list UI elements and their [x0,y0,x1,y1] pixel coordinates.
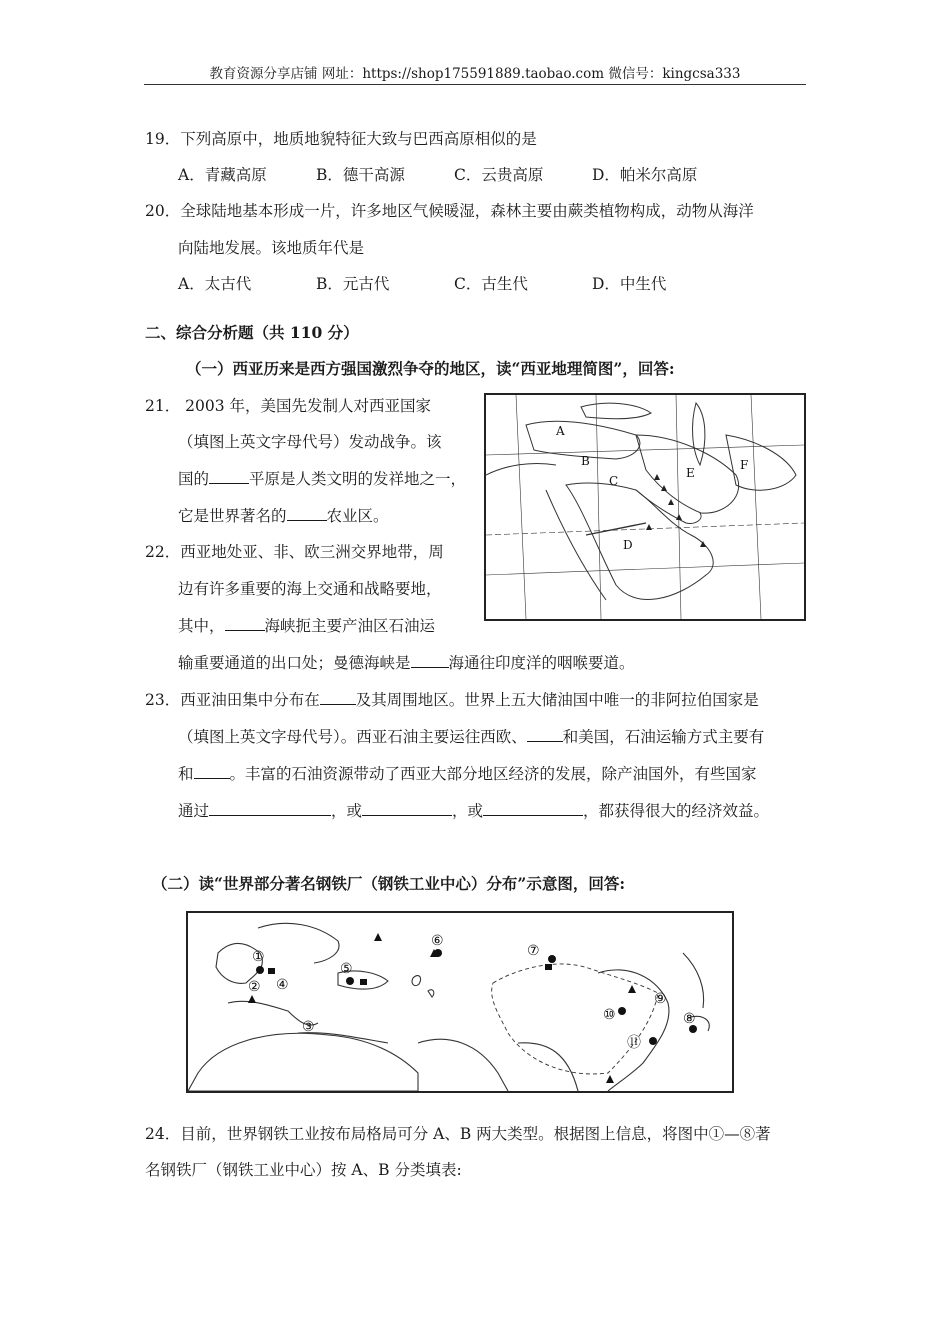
map2-marker-2: ② [248,979,261,995]
q24-line2: 名钢铁厂（钢铁工业中心）按 A、B 分类填表: [145,1161,462,1179]
q21-line4-b: 农业区。 [326,507,389,525]
section2-title: 二、综合分析题（共 110 分） [145,323,359,342]
q21-line1: 21． 2003 年，美国先发制人对西亚国家 [145,397,432,415]
west-asia-map-svg [486,395,804,619]
header-rule [144,84,806,85]
q20-option-d: D．中生代 [592,275,667,293]
q19-option-a: A．青藏高原 [178,166,267,184]
q22-line1: 22．西亚地处亚、非、欧三洲交界地带，周 [145,543,444,561]
part2-title: （二）读“世界部分著名钢铁厂（钢铁工业中心）分布”示意图，回答: [152,874,626,893]
map2-marker-5: ⑤ [340,961,353,977]
q23-line4-a: 通过 [178,802,210,820]
q20-options [178,272,730,294]
q23-line2-b: 和美国，石油运输方式主要有 [562,728,765,746]
map2-marker-11: ⑪ [627,1035,641,1051]
q20-option-b: B．元古代 [316,275,390,293]
q23-blank-transport[interactable] [194,764,230,779]
map1-label-b: B [581,454,590,468]
map2-marker-8: ⑧ [683,1011,696,1027]
map1-label-d: D [623,538,633,552]
q22-blank-sea[interactable] [411,653,449,668]
q23-line4-d: ，都获得很大的经济效益。 [583,802,770,820]
q23-line1-b: 及其周围地区。世界上五大储油国中唯一的非阿拉伯国家是 [355,691,759,709]
map1-label-c: C [609,474,619,488]
west-asia-map [484,393,806,621]
q19-option-b: B．德干高源 [316,166,405,184]
map2-marker-7: ⑦ [527,943,540,959]
q22-line4 [178,651,635,673]
q21-line4-a: 它是世界著名的 [178,507,287,525]
q23-blank-way1[interactable] [209,801,331,816]
q19-stem: 19．下列高原中，地质地貌特征大致与巴西高原相似的是 [145,130,537,148]
map2-marker-6: ⑥ [431,933,444,949]
q23-line4-b: ，或 [331,802,363,820]
q23-line4-c: ，或 [452,802,484,820]
q19-options [178,163,730,185]
q22-blank-strait[interactable] [225,616,265,631]
q20-stem-line2: 向陆地发展。该地质年代是 [178,239,365,257]
map1-label-f: F [740,458,749,472]
q24-line1: 24．目前，世界钢铁工业按布局格局可分 A、B 两大类型。根据图上信息，将图中①—⑧著 [145,1125,771,1143]
steel-map-svg [188,913,732,1091]
q23-line1-a: 23．西亚油田集中分布在 [145,691,320,709]
q20-option-c: C．古生代 [454,275,528,293]
map2-marker-3: ③ [302,1019,315,1035]
page-header: 教育资源分享店铺 网址：https://shop175591889.taobao.com 微信号：kingcsa333 [209,66,741,82]
q23-line2 [178,725,764,747]
q21-line3-b: 平原是人类文明的发祥地之一， [249,470,467,488]
q21-line3 [178,467,466,489]
q21-blank-plain[interactable] [209,469,249,484]
q23-line4 [178,799,769,821]
q21-line3-a: 国的 [178,470,210,488]
q21-blank-agri[interactable] [287,506,327,521]
q22-line4-b: 海通往印度洋的咽喉要道。 [448,654,635,672]
q23-line2-a: （填图上英文字母代号）。西亚石油主要运往西欧、 [178,728,527,746]
q23-blank-way3[interactable] [483,801,583,816]
q23-blank-way2[interactable] [362,801,452,816]
q22-line2: 边有许多重要的海上交通和战略要地， [178,580,442,598]
q22-line3-b: 海峡扼主要产油区石油运 [264,617,436,635]
map2-marker-9: ⑨ [654,991,667,1007]
steel-map [186,911,734,1093]
q23-blank-region[interactable] [320,690,356,705]
part1-title: （一）西亚历来是西方强国激烈争夺的地区，读“西亚地理简图”，回答: [186,359,675,378]
map2-marker-1: ① [252,949,265,965]
q22-line3-a: 其中， [178,617,225,635]
map1-label-a: A [556,424,565,438]
map2-marker-4: ④ [276,977,289,993]
map1-label-e: E [686,466,695,480]
q21-line2: （填图上英文字母代号）发动战争。该 [178,433,442,451]
q23-blank-dest[interactable] [527,727,563,742]
q23-line1 [145,688,759,710]
q22-line4-a: 输重要通道的出口处；曼德海峡是 [178,654,411,672]
q23-line3-a: 和 [178,765,194,783]
map2-marker-10: ⑩ [603,1007,616,1023]
q23-line3-b: 。丰富的石油资源带动了西亚大部分地区经济的发展，除产油国外，有些国家 [229,765,757,783]
q19-option-c: C．云贵高原 [454,166,544,184]
q20-option-a: A．太古代 [178,275,252,293]
q21-line4 [178,504,389,526]
q20-stem-line1: 20．全球陆地基本形成一片，许多地区气候暖湿，森林主要由蕨类植物构成，动物从海洋 [145,202,754,220]
q23-line3 [178,762,757,784]
q19-option-d: D．帕米尔高原 [592,166,698,184]
q22-line3 [178,614,435,636]
